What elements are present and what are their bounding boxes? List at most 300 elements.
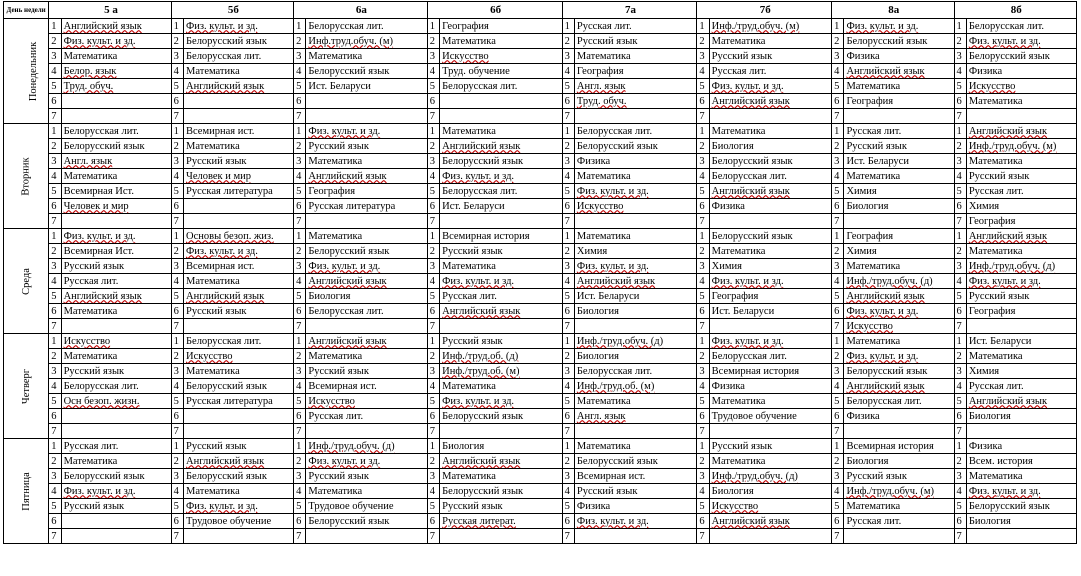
lesson-number-text: 1	[173, 230, 179, 242]
lesson-number-text: 5	[296, 80, 302, 92]
subject-cell	[574, 79, 696, 94]
lesson-number	[562, 229, 574, 244]
subject-text: Русский язык	[308, 365, 369, 377]
lesson-number-text: 4	[51, 380, 57, 392]
subject-cell	[184, 184, 294, 199]
lesson-number	[954, 259, 966, 274]
subject-text: Химия	[576, 245, 608, 257]
subject-text: Математика	[576, 50, 631, 62]
lesson-number	[697, 184, 709, 199]
subject-text: Физ. культ. и зд.	[576, 185, 649, 197]
subject-cell	[306, 244, 427, 259]
lesson-number-text: 6	[296, 200, 302, 212]
day-name: Пятница	[20, 471, 32, 511]
lesson-number-text: 7	[699, 425, 705, 437]
subject-text: Англ. язык	[576, 410, 626, 422]
lesson-number	[171, 469, 183, 484]
table-row	[4, 199, 1077, 214]
table-row	[4, 64, 1077, 79]
lesson-number-text: 5	[296, 185, 302, 197]
subject-text: Ист. Беларуси	[968, 335, 1032, 347]
lesson-number-text: 5	[699, 80, 705, 92]
subject-cell	[709, 94, 831, 109]
lesson-number-text: 2	[296, 350, 302, 362]
table-row	[4, 79, 1077, 94]
subject-cell	[966, 259, 1076, 274]
subject-cell	[966, 514, 1076, 529]
lesson-number-text: 5	[51, 500, 57, 512]
subject-text: География	[846, 230, 894, 242]
lesson-number	[832, 514, 844, 529]
lesson-number-text: 4	[699, 170, 705, 182]
lesson-number	[294, 394, 306, 409]
subject-cell	[966, 499, 1076, 514]
lesson-number-text: 3	[956, 470, 962, 482]
lesson-number-text: 4	[51, 65, 57, 77]
table-row	[4, 94, 1077, 109]
subject-cell	[574, 349, 696, 364]
subject-text: Белорусский язык	[576, 140, 658, 152]
lesson-number	[49, 439, 61, 454]
table-row	[4, 154, 1077, 169]
subject-text: Основы безоп. жиз.	[186, 230, 274, 242]
lesson-number	[697, 469, 709, 484]
subject-cell	[440, 439, 562, 454]
lesson-number	[49, 244, 61, 259]
subject-cell	[844, 139, 954, 154]
lesson-number-text: 5	[699, 290, 705, 302]
subject-cell	[844, 199, 954, 214]
lesson-number-text: 2	[296, 140, 302, 152]
subject-cell	[574, 139, 696, 154]
subject-cell	[709, 439, 831, 454]
lesson-number	[562, 79, 574, 94]
subject-cell	[574, 364, 696, 379]
table-row	[4, 244, 1077, 259]
lesson-number-text: 1	[699, 125, 705, 137]
subject-cell	[184, 319, 294, 334]
lesson-number-text: 4	[173, 65, 179, 77]
subject-cell	[184, 274, 294, 289]
subject-text: Биология	[576, 350, 619, 362]
lesson-number-text: 3	[296, 50, 302, 62]
lesson-number	[697, 424, 709, 439]
subject-cell	[574, 259, 696, 274]
subject-cell	[709, 499, 831, 514]
lesson-number-text: 1	[834, 335, 840, 347]
subject-text: Русский язык	[711, 50, 773, 62]
subject-cell	[61, 289, 171, 304]
lesson-number	[427, 229, 439, 244]
lesson-number	[49, 334, 61, 349]
lesson-number	[49, 424, 61, 439]
subject-cell	[61, 334, 171, 349]
subject-cell	[440, 229, 562, 244]
subject-text: Физ. культ. и зд.	[186, 500, 258, 512]
day-name: Вторник	[20, 156, 32, 196]
lesson-number-text: 5	[956, 395, 962, 407]
subject-text: Всем. история	[968, 455, 1033, 467]
lesson-number-text: 3	[699, 365, 705, 377]
lesson-number-text: 2	[564, 455, 570, 467]
lesson-number	[954, 409, 966, 424]
subject-cell	[709, 349, 831, 364]
lesson-number	[954, 364, 966, 379]
lesson-number	[294, 274, 306, 289]
subject-text: Математика	[63, 455, 118, 467]
subject-cell	[574, 19, 696, 34]
subject-cell	[440, 349, 562, 364]
table-row	[4, 169, 1077, 184]
subject-text: Искусство	[63, 335, 111, 347]
subject-cell	[440, 499, 562, 514]
lesson-number	[427, 19, 439, 34]
lesson-number-text: 1	[564, 125, 570, 137]
lesson-number-text: 6	[956, 95, 962, 107]
subject-cell	[306, 409, 427, 424]
lesson-number	[697, 79, 709, 94]
subject-cell	[844, 154, 954, 169]
subject-text: Белорусский язык	[846, 35, 928, 47]
subject-cell	[709, 304, 831, 319]
lesson-number-text: 7	[429, 320, 436, 332]
subject-text: Русская литература	[186, 185, 273, 197]
subject-text: Инф./труд.обуч. (м)	[711, 20, 800, 32]
lesson-number-text: 6	[173, 515, 179, 527]
lesson-number-text: 3	[173, 155, 179, 167]
lesson-number-text: 5	[956, 500, 962, 512]
lesson-number	[697, 439, 709, 454]
lesson-number	[697, 94, 709, 109]
lesson-number	[49, 64, 61, 79]
subject-cell	[184, 64, 294, 79]
subject-cell	[709, 229, 831, 244]
lesson-number	[562, 499, 574, 514]
subject-text: Белорусская лит.	[711, 170, 787, 182]
lesson-number-text: 6	[956, 200, 962, 212]
lesson-number-text: 6	[173, 95, 179, 107]
subject-cell	[306, 394, 427, 409]
lesson-number	[954, 424, 966, 439]
lesson-number-text: 3	[173, 365, 179, 377]
subject-cell	[440, 94, 562, 109]
subject-text: Инф.труд.обуч. (м)	[308, 35, 394, 47]
day-name: Понедельник	[28, 41, 40, 101]
day-label	[4, 229, 49, 334]
lesson-number	[294, 109, 306, 124]
lesson-number-text: 3	[429, 470, 436, 482]
header-row	[4, 2, 1077, 19]
subject-cell	[306, 379, 427, 394]
subject-cell	[61, 379, 171, 394]
subject-text: Белорусская лит.	[442, 185, 518, 197]
subject-cell	[966, 49, 1076, 64]
lesson-number-text: 3	[956, 365, 962, 377]
lesson-number	[954, 349, 966, 364]
subject-cell	[574, 424, 696, 439]
lesson-number-text: 7	[296, 110, 302, 122]
lesson-number	[697, 139, 709, 154]
lesson-number-text: 5	[834, 290, 840, 302]
subject-cell	[966, 34, 1076, 49]
schedule-table	[3, 1, 1077, 544]
lesson-number	[49, 319, 61, 334]
subject-text: Математика	[63, 170, 118, 182]
lesson-number-text: 2	[834, 455, 840, 467]
lesson-number	[294, 454, 306, 469]
lesson-number	[427, 364, 439, 379]
lesson-number	[294, 34, 306, 49]
subject-cell	[440, 409, 562, 424]
lesson-number	[294, 244, 306, 259]
subject-cell	[440, 379, 562, 394]
lesson-number-text: 1	[834, 440, 840, 452]
subject-cell	[844, 379, 954, 394]
subject-text: Русский язык	[186, 305, 247, 317]
lesson-number-text: 3	[834, 260, 840, 272]
table-row	[4, 34, 1077, 49]
lesson-number-text: 7	[429, 110, 436, 122]
lesson-number-text: 6	[296, 305, 302, 317]
subject-cell	[574, 64, 696, 79]
subject-text: Математика	[711, 395, 766, 407]
subject-cell	[61, 64, 171, 79]
subject-text: Биология	[442, 440, 485, 452]
lesson-number	[49, 139, 61, 154]
lesson-number	[427, 169, 439, 184]
lesson-number	[954, 154, 966, 169]
lesson-number	[697, 529, 709, 544]
subject-cell	[184, 19, 294, 34]
subject-cell	[306, 184, 427, 199]
subject-cell	[440, 139, 562, 154]
subject-cell	[184, 154, 294, 169]
subject-text: Математика	[968, 155, 1023, 167]
lesson-number-text: 3	[51, 155, 57, 167]
lesson-number-text: 4	[296, 65, 302, 77]
lesson-number	[562, 409, 574, 424]
lesson-number-text: 2	[296, 455, 302, 467]
lesson-number	[954, 244, 966, 259]
subject-cell	[709, 199, 831, 214]
lesson-number	[49, 514, 61, 529]
lesson-number	[697, 49, 709, 64]
lesson-number-text: 6	[564, 410, 570, 422]
subject-text: Инф./труд.обуч. (д)	[308, 440, 395, 452]
subject-cell	[184, 139, 294, 154]
lesson-number-text: 6	[429, 200, 436, 212]
subject-text: Русский язык	[442, 245, 503, 257]
subject-text: Химия	[846, 245, 877, 257]
lesson-number-text: 1	[834, 230, 840, 242]
lesson-number	[294, 184, 306, 199]
lesson-number-text: 7	[51, 530, 57, 542]
lesson-number-text: 2	[51, 245, 57, 257]
subject-cell	[61, 364, 171, 379]
lesson-number-text: 4	[699, 275, 705, 287]
lesson-number-text: 2	[429, 140, 436, 152]
lesson-number-text: 1	[51, 125, 57, 137]
lesson-number	[562, 529, 574, 544]
lesson-number-text: 2	[564, 140, 570, 152]
lesson-number	[171, 169, 183, 184]
subject-cell	[184, 289, 294, 304]
subject-text: Русская лит.	[846, 125, 902, 137]
subject-text: Математика	[442, 380, 496, 392]
lesson-number-text: 7	[956, 530, 962, 542]
subject-text: Белорусская лит.	[308, 305, 384, 317]
lesson-number	[427, 469, 439, 484]
lesson-number-text: 6	[564, 95, 570, 107]
lesson-number-text: 2	[834, 35, 840, 47]
subject-text: Трудовое обучение	[308, 500, 394, 512]
lesson-number-text: 2	[173, 350, 179, 362]
lesson-number	[427, 184, 439, 199]
lesson-number	[562, 259, 574, 274]
lesson-number	[697, 169, 709, 184]
lesson-number	[427, 154, 439, 169]
lesson-number	[954, 379, 966, 394]
lesson-number-text: 6	[956, 305, 962, 317]
subject-text: Всемирная история	[846, 440, 934, 452]
lesson-number	[562, 94, 574, 109]
subject-text: Русский язык	[63, 260, 125, 272]
table-row	[4, 454, 1077, 469]
subject-cell	[306, 424, 427, 439]
subject-cell	[574, 34, 696, 49]
lesson-number-text: 6	[296, 515, 302, 527]
lesson-number	[427, 514, 439, 529]
lesson-number	[427, 334, 439, 349]
subject-text: Всемирная ист.	[186, 260, 255, 272]
lesson-number-text: 2	[429, 350, 436, 362]
subject-text: Математика	[846, 335, 901, 347]
subject-cell	[966, 319, 1076, 334]
subject-cell	[966, 139, 1076, 154]
subject-text: География	[576, 65, 624, 77]
lesson-number	[294, 259, 306, 274]
subject-cell	[844, 334, 954, 349]
subject-cell	[709, 64, 831, 79]
lesson-number	[832, 349, 844, 364]
lesson-number-text: 1	[173, 335, 179, 347]
lesson-number	[697, 484, 709, 499]
lesson-number	[562, 364, 574, 379]
subject-text: Искусство	[846, 320, 893, 332]
subject-cell	[574, 334, 696, 349]
lesson-number-text: 5	[564, 395, 570, 407]
lesson-number	[832, 34, 844, 49]
lesson-number-text: 6	[51, 95, 57, 107]
lesson-number	[294, 484, 306, 499]
subject-text: Математика	[442, 125, 496, 137]
lesson-number	[294, 64, 306, 79]
subject-text: Белорусский язык	[846, 365, 928, 377]
lesson-number-text: 7	[173, 110, 179, 122]
subject-cell	[574, 454, 696, 469]
subject-cell	[709, 79, 831, 94]
lesson-number-text: 6	[834, 95, 840, 107]
lesson-number	[294, 79, 306, 94]
table-row	[4, 214, 1077, 229]
lesson-number	[832, 319, 844, 334]
subject-text: Математика	[968, 350, 1023, 362]
subject-cell	[306, 229, 427, 244]
subject-cell	[966, 19, 1076, 34]
lesson-number	[171, 304, 183, 319]
subject-text: Трудовое обучение	[711, 410, 797, 422]
lesson-number	[562, 184, 574, 199]
lesson-number-text: 6	[296, 410, 302, 422]
subject-text: Математика	[968, 95, 1023, 107]
subject-text: Ист. Беларуси	[711, 305, 775, 317]
lesson-number	[49, 34, 61, 49]
lesson-number	[832, 304, 844, 319]
subject-cell	[709, 424, 831, 439]
subject-cell	[306, 109, 427, 124]
subject-text: Англ. язык	[63, 155, 113, 167]
lesson-number	[171, 184, 183, 199]
lesson-number	[49, 289, 61, 304]
subject-text: Белорусская лит.	[968, 20, 1045, 32]
lesson-number	[697, 229, 709, 244]
lesson-number	[562, 454, 574, 469]
lesson-number	[427, 484, 439, 499]
subject-text: География	[308, 185, 356, 197]
subject-cell	[844, 484, 954, 499]
subject-cell	[844, 49, 954, 64]
lesson-number	[294, 19, 306, 34]
subject-text: Белорусский язык	[308, 245, 390, 257]
subject-text: Искусство	[186, 350, 233, 362]
subject-cell	[440, 109, 562, 124]
lesson-number-text: 7	[51, 110, 57, 122]
lesson-number-text: 1	[429, 230, 436, 242]
subject-cell	[184, 439, 294, 454]
lesson-number	[697, 319, 709, 334]
subject-text: Русская лит.	[63, 275, 119, 287]
lesson-number	[49, 184, 61, 199]
lesson-number-text: 1	[564, 335, 570, 347]
lesson-number-text: 4	[834, 275, 840, 287]
lesson-number-text: 6	[564, 515, 570, 527]
subject-text: География	[711, 290, 759, 302]
lesson-number	[294, 94, 306, 109]
lesson-number-text: 1	[699, 230, 705, 242]
lesson-number	[294, 289, 306, 304]
subject-text: Математика	[576, 170, 631, 182]
lesson-number	[49, 304, 61, 319]
subject-text: Русский язык	[846, 470, 907, 482]
lesson-number	[697, 349, 709, 364]
lesson-number-text: 5	[51, 185, 57, 197]
subject-text: Физ. культ. и зд.	[968, 275, 1041, 287]
lesson-number	[427, 244, 439, 259]
lesson-number-text: 5	[699, 500, 705, 512]
lesson-number-text: 6	[699, 515, 705, 527]
subject-cell	[844, 64, 954, 79]
subject-cell	[709, 274, 831, 289]
subject-text: Белор. язык	[63, 65, 117, 77]
lesson-number	[294, 319, 306, 334]
subject-text: Английский язык	[846, 380, 925, 392]
subject-text: Русская литература	[186, 395, 273, 407]
subject-text: Физика	[576, 155, 611, 167]
subject-cell	[844, 109, 954, 124]
lesson-number	[697, 364, 709, 379]
subject-text: Человек и мир	[186, 170, 252, 182]
subject-cell	[844, 424, 954, 439]
